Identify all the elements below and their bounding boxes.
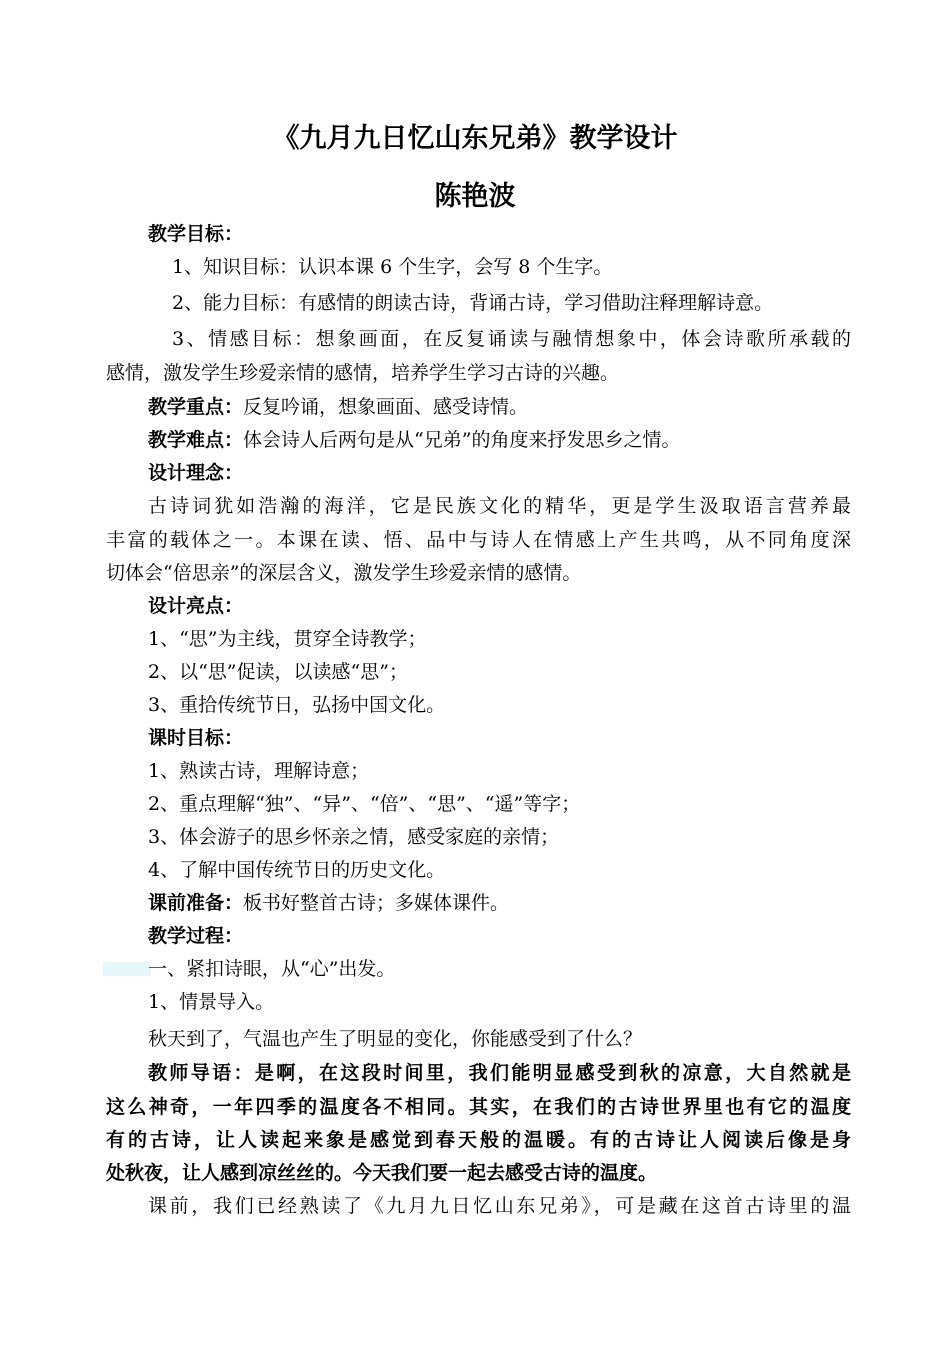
concept-heading: 设计理念： bbox=[148, 462, 244, 484]
concept-line-1: 古诗词犹如浩瀚的海洋，它是民族文化的精华，更是学生汲取语言营养最 bbox=[148, 495, 851, 517]
lesson-goal-3: 3、体会游子的思乡怀亲之情，感受家庭的亲情； bbox=[148, 826, 560, 848]
guide-line-3: 有的古诗，让人读起来象是感觉到春天般的温暖。有的古诗让人阅读后像是身 bbox=[106, 1129, 851, 1151]
goals-heading: 教学目标： bbox=[148, 223, 244, 245]
goal-3a: 3、情感目标：想象画面，在反复诵读与融情想象中，体会诗歌所承载的 bbox=[172, 328, 851, 350]
goal-2: 2、能力目标：有感情的朗读古诗，背诵古诗，学习借助注释理解诗意。 bbox=[172, 292, 774, 314]
doc-author: 陈艳波 bbox=[434, 181, 516, 212]
step-1: 一、紧扣诗眼，从“心”出发。 bbox=[148, 958, 396, 980]
last-line: 课前，我们已经熟读了《九月九日忆山东兄弟》，可是藏在这首古诗里的温 bbox=[148, 1195, 851, 1217]
process-heading: 教学过程： bbox=[148, 925, 244, 947]
highlight-1: 1、“思”为主线，贯穿全诗教学； bbox=[148, 628, 427, 650]
lesson-goal-4: 4、了解中国传统节日的历史文化。 bbox=[148, 859, 446, 881]
question-1: 秋天到了，气温也产生了明显的变化，你能感受到了什么？ bbox=[148, 1028, 643, 1050]
concept-line-2: 丰富的载体之一。本课在读、悟、品中与诗人在情感上产生共鸣，从不同角度深 bbox=[106, 529, 851, 551]
highlights-heading: 设计亮点： bbox=[148, 595, 244, 617]
guide-line-2: 这么神奇，一年四季的温度各不相同。其实，在我们的古诗世界里也有它的温度 bbox=[106, 1096, 851, 1118]
highlight-3: 3、重拾传统节日，弘扬中国文化。 bbox=[148, 694, 446, 716]
lesson-goal-2: 2、重点理解“独”、“异”、“倍”、“思”、“遥”等字； bbox=[148, 793, 581, 815]
lesson-goals-heading: 课时目标： bbox=[148, 727, 244, 749]
concept-line-3: 切体会“倍思亲”的深层含义，激发学生珍爱亲情的感情。 bbox=[106, 562, 582, 584]
step-1-1: 1、情景导入。 bbox=[148, 991, 275, 1013]
preparation-label: 课前准备： bbox=[148, 892, 244, 914]
highlight-2: 2、以“思”促读，以读感“思”； bbox=[148, 661, 408, 683]
goal-3b: 感情，激发学生珍爱亲情的感情，培养学生学习古诗的兴趣。 bbox=[106, 362, 620, 384]
difficulty-text: 体会诗人后两句是从“兄弟”的角度来抒发思乡之情。 bbox=[243, 429, 681, 451]
key-point-line bbox=[106, 391, 893, 424]
difficulty-label: 教学难点： bbox=[148, 429, 244, 451]
lesson-goal-1: 1、熟读古诗，理解诗意； bbox=[148, 760, 370, 782]
preparation-text: 板书好整首古诗；多媒体课件。 bbox=[243, 892, 510, 914]
key-point-label: 教学重点： bbox=[148, 396, 244, 418]
guide-line-4: 处秋夜，让人感到凉丝丝的。今天我们要一起去感受古诗的温度。 bbox=[106, 1162, 658, 1184]
guide-line-1: 教师导语：是啊，在这段时间里，我们能明显感受到秋的凉意，大自然就是 bbox=[148, 1062, 851, 1084]
key-point-text: 反复吟诵，想象画面、感受诗情。 bbox=[243, 396, 529, 418]
goal-1: 1、知识目标：认识本课 6 个生字，会写 8 个生字。 bbox=[172, 256, 613, 278]
doc-title: 《九月九日忆山东兄弟》教学设计 bbox=[272, 123, 678, 154]
difficulty-line bbox=[106, 424, 893, 457]
preparation-line bbox=[106, 887, 893, 920]
